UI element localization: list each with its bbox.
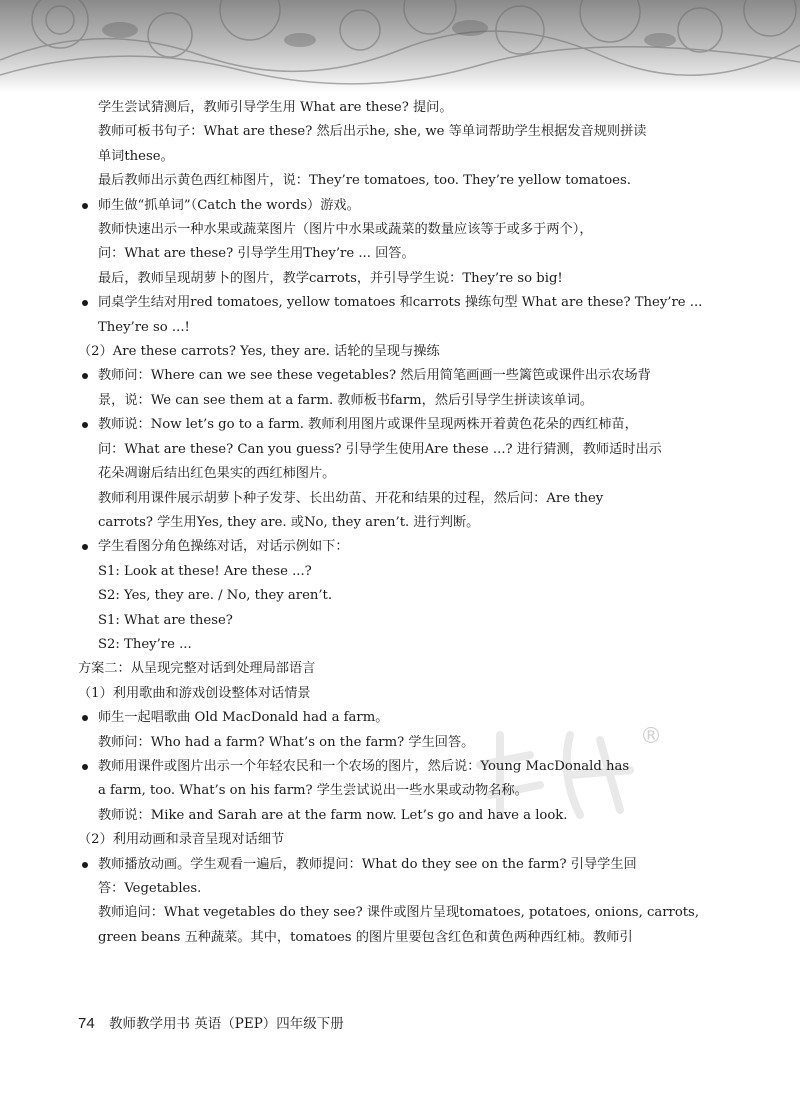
registered-mark: ® [640, 724, 662, 749]
section-heading [78, 828, 718, 852]
line-text: （1）利用歌曲和游戏创设整体对话情景 [78, 685, 311, 701]
line-text: 答：Vegetables. [98, 881, 202, 896]
text-line [78, 145, 718, 169]
bullet-item [78, 853, 718, 877]
text-line [78, 242, 718, 266]
bullet-icon [82, 764, 88, 770]
line-text: 教师问：Where can we see these vegetables? 然后用简笔画画一些篱笆或课件出示农场背 [98, 368, 651, 384]
line-text: 教师播放动画。学生观看一遍后，教师提问：What do they see on the farm? 引导学生回 [98, 856, 637, 872]
text-line [78, 560, 718, 584]
line-text: 同桌学生结对用red tomatoes, yellow tomatoes 和carrots 操练句型 What are these? They’re ... [98, 295, 703, 311]
floral-pattern-icon [0, 0, 800, 92]
bullet-item [78, 364, 718, 388]
page-body [78, 96, 718, 950]
section-heading [78, 657, 718, 681]
page-number: 74 [78, 1015, 95, 1032]
section-heading [78, 682, 718, 706]
line-text: 教师可板书句子：What are these? 然后出示he, she, we 等单词帮助学生根据发音规则拼读 [98, 124, 647, 140]
line-text: S2: They’re ... [98, 636, 192, 652]
bullet-item [78, 194, 718, 218]
text-line [78, 96, 718, 120]
text-line [78, 901, 718, 925]
bullet-icon [82, 422, 88, 428]
line-text: carrots? 学生用Yes, they are. 或No, they aren’t. 进行判断。 [98, 514, 480, 530]
text-line [78, 389, 718, 413]
line-text: 教师用课件或图片出示一个年轻农民和一个农场的图片，然后说：Young MacDonald has [98, 758, 630, 774]
line-text: 最后教师出示黄色西红柿图片，说：They’re tomatoes, too. They’re yellow tomatoes. [98, 173, 631, 189]
text-line [78, 120, 718, 144]
line-text: They’re so ...! [98, 319, 190, 335]
bullet-icon [82, 300, 88, 306]
line-text: 问：What are these? 引导学生用They’re ... 回答。 [98, 246, 415, 262]
text-line [78, 926, 718, 950]
line-text: 学生尝试猜测后，教师引导学生用 What are these? 提问。 [98, 100, 453, 115]
line-text: S1: What are these? [98, 612, 233, 628]
bullet-item [78, 755, 718, 779]
line-text: 教师追问：What vegetables do they see? 课件或图片呈现tomatoes, potatoes, onions, carrots, [98, 905, 700, 921]
text-line [78, 633, 718, 657]
text-line [78, 462, 718, 486]
line-text: 教师快速出示一种水果或蔬菜图片（图片中水果或蔬菜的数量应该等于或多于两个）， [98, 222, 593, 238]
section-heading [78, 340, 718, 364]
bullet-icon [82, 715, 88, 721]
text-line [78, 731, 718, 755]
book-title: 教师教学用书 英语（PEP）四年级下册 [108, 1016, 344, 1032]
line-text: 教师利用课件展示胡萝卜种子发芽、长出幼苗、开花和结果的过程，然后问：Are they [98, 490, 604, 506]
bullet-item [78, 535, 718, 559]
line-text: a farm, too. What’s on his farm? 学生尝试说出一些水果或动物名称。 [98, 783, 528, 799]
bullet-item [78, 706, 718, 730]
bullet-icon [82, 203, 88, 209]
line-text: 教师说：Mike and Sarah are at the farm now. Let’s go and have a look. [98, 807, 568, 823]
bullet-item [78, 291, 718, 315]
decorative-header-band [0, 0, 800, 92]
page-footer [78, 1012, 344, 1032]
text-line [78, 877, 718, 901]
text-line [78, 267, 718, 291]
line-text: （2）利用动画和录音呈现对话细节 [78, 832, 285, 848]
line-text: 方案二：从呈现完整对话到处理局部语言 [78, 661, 316, 677]
bullet-icon [82, 862, 88, 868]
line-text: 师生一起唱歌曲 Old MacDonald had a farm。 [98, 710, 389, 726]
text-line [78, 609, 718, 633]
line-text: 花朵凋谢后结出红色果实的西红柿图片。 [98, 466, 336, 482]
line-text: 景，说：We can see them at a farm. 教师板书farm，然后引导学生拼读该单词。 [98, 392, 594, 408]
line-text: 教师问：Who had a farm? What’s on the farm? 学生回答。 [98, 734, 475, 750]
text-line [78, 779, 718, 803]
text-line [78, 218, 718, 242]
text-line [78, 487, 718, 511]
line-text: 教师说：Now let’s go to a farm. 教师利用图片或课件呈现两株开着黄色花朵的西红柿苗， [98, 417, 638, 433]
line-text: S2: Yes, they are. / No, they aren’t. [98, 588, 333, 604]
line-text: 单词these。 [98, 148, 174, 164]
line-text: 最后，教师呈现胡萝卜的图片，教学carrots，并引导学生说：They’re so big! [98, 270, 563, 286]
bullet-icon [82, 373, 88, 379]
line-text: 问：What are these? Can you guess? 引导学生使用Are these ...? 进行猜测，教师适时出示 [98, 441, 662, 457]
text-line [78, 511, 718, 535]
bullet-icon [82, 544, 88, 550]
text-line [78, 804, 718, 828]
text-line [78, 584, 718, 608]
bullet-item [78, 413, 718, 437]
text-line [78, 316, 718, 340]
line-text: 师生做“抓单词”（Catch the words）游戏。 [98, 197, 360, 213]
text-line [78, 438, 718, 462]
line-text: （2）Are these carrots? Yes, they are. 话轮的呈现与操练 [78, 344, 440, 360]
line-text: S1: Look at these! Are these ...? [98, 563, 312, 579]
line-text: 学生看图分角色操练对话，对话示例如下： [98, 539, 349, 555]
line-text: green beans 五种蔬菜。其中，tomatoes 的图片里要包含红色和黄色两种西红柿。教师引 [98, 929, 633, 945]
text-line [78, 169, 718, 193]
